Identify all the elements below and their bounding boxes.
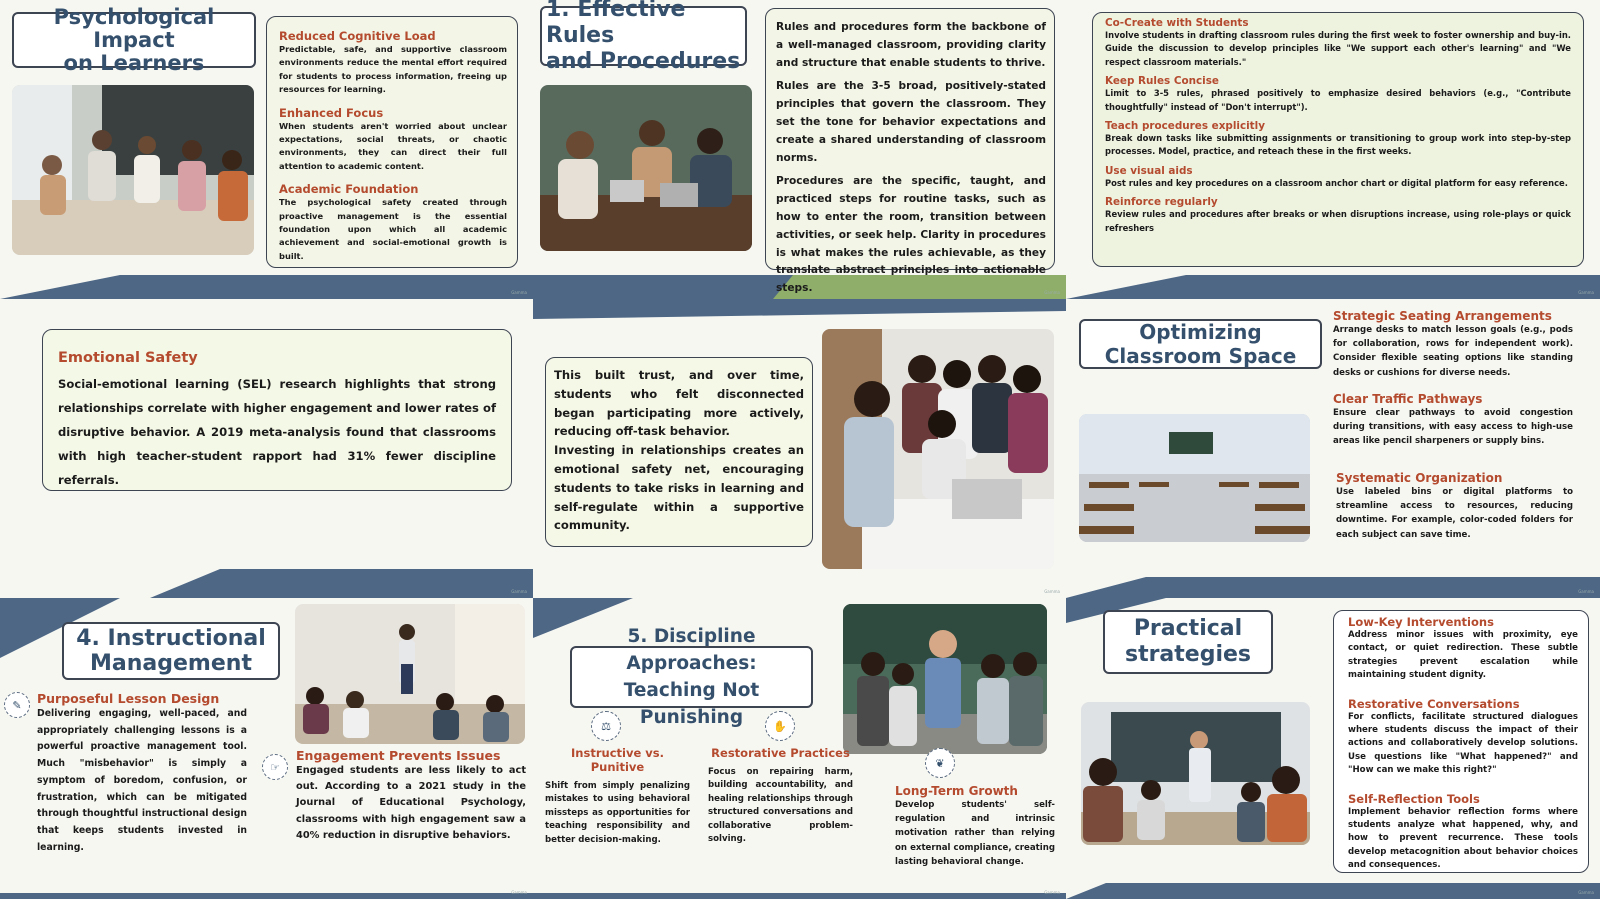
point-heading: Restorative Practices: [711, 746, 850, 760]
strategy-heading: Keep Rules Concise: [1105, 75, 1219, 88]
strategy-heading: Self-Reflection Tools: [1348, 791, 1480, 806]
strategy-low-key: [1348, 615, 1578, 683]
point-text: When students aren't worried about unclear expectations, social threats, or chaotic environments, they can direct their full attention to academic content.: [279, 120, 507, 171]
strategy-heading: Teach procedures explicitly: [1105, 120, 1265, 133]
point-text: Ensure clear pathways to avoid congestion during transitions, with easy access to high-use areas like pencil sharpeners or supply bins.: [1333, 408, 1573, 447]
point-seating: [1333, 309, 1573, 380]
handshake-icon: ✋: [765, 711, 795, 741]
content-card: [266, 16, 518, 268]
point-engagement: [296, 748, 526, 844]
point-traffic: [1333, 392, 1573, 449]
trust-text: This built trust, and over time, students who felt disconnected began participating more actively, reducing off-task behavior.: [554, 368, 804, 439]
point-heading: Academic Foundation: [279, 182, 419, 197]
content-card: [545, 357, 813, 547]
point-text: Predictable, safe, and supportive classroom environments reduce the mental effort required for students to process information, freeing up resources for learning.: [279, 44, 507, 95]
point-lesson-design: [37, 691, 247, 856]
strategy-text: Post rules and key procedures on a classroom anchor chart or digital platform for easy reference.: [1105, 177, 1568, 188]
strategy-text: For conflicts, facilitate structured dialogues where students discuss the impact of their actions and collaboratively develop solutions. Use questions like "What happened?" and "How can we make this right?": [1348, 711, 1578, 776]
procedures-text: Procedures are the specific, taught, and practiced steps for routine tasks, such as how to enter the room, transition between activities, or seek help. Clarity in procedures is what makes the rules achievable, as they translate abstract principles into actionable steps.: [776, 175, 1046, 295]
point-heading: Purposeful Lesson Design: [37, 691, 220, 706]
slide-rules-strategies: [1066, 0, 1600, 299]
point-heading: Enhanced Focus: [279, 105, 384, 120]
slide-classroom-space: [1066, 299, 1600, 598]
slide-practical-strategies: [1066, 598, 1600, 899]
strategy-text: Involve students in drafting classroom rules during the first week to foster ownership and buy-in. Guide the discussion to develop principles like "We support each other's learning" and "We respect classroom materials.": [1105, 30, 1571, 67]
point-reduced-cognitive-load: [279, 29, 507, 97]
point-academic-foundation: [279, 182, 507, 263]
card-text: Social-emotional learning (SEL) research highlights that strong relationships correlate with higher engagement and lower rates of disruptive behavior. A 2019 meta-analysis found that classrooms with high teacher-student rapport had 31% fewer discipline referrals.: [58, 377, 496, 487]
sprout-icon: ❦: [925, 748, 955, 778]
strategy-teach: [1105, 120, 1571, 159]
point-heading: Reduced Cognitive Load: [279, 29, 436, 43]
watermark: Gamma: [511, 890, 527, 895]
teacher-students-photo: [843, 604, 1047, 754]
strategy-concise: [1105, 75, 1571, 114]
content-card: [42, 329, 512, 491]
teacher-lecture-photo: [1081, 702, 1310, 845]
point-text: Arrange desks to match lesson goals (e.g., pods for collaboration, rows for independent work). Consider flexible seating options like standing desks or cushions for diverse needs.: [1333, 325, 1573, 378]
point-heading: Strategic Seating Arrangements: [1333, 309, 1552, 323]
watermark: Gamma: [511, 290, 527, 295]
strategy-self-reflection: [1348, 792, 1578, 873]
strategy-heading: Use visual aids: [1105, 164, 1193, 177]
slide-relationships: [533, 299, 1066, 598]
point-text: The psychological safety created through proactive management is the essential foundation upon which all academic achievement and social-emotional growth is built.: [279, 197, 507, 261]
strategy-heading: Restorative Conversations: [1348, 696, 1520, 711]
slide-title: 4. Instructional Management: [62, 622, 280, 680]
watermark: Gamma: [511, 589, 527, 594]
engagement-icon: ☞: [262, 754, 288, 780]
watermark: Gamma: [1044, 890, 1060, 895]
investment-text: Investing in relationships creates an emotional safety net, encouraging students to take risks in learning and self-regulate within a supportive community.: [554, 443, 804, 533]
point-heading: Clear Traffic Pathways: [1333, 392, 1483, 406]
point-heading: Engagement Prevents Issues: [296, 748, 501, 763]
intro-text: Rules and procedures form the backbone of a well-managed classroom, providing clarity and structure that enable students to thrive.: [776, 21, 1046, 69]
point-text: Develop students' self-regulation and intrinsic motivation rather than relying on external compliance, creating lasting behavioral change.: [895, 800, 1055, 867]
watermark: Gamma: [1578, 589, 1594, 594]
point-long-term: [895, 784, 1055, 869]
slide-title: 1. Effective Rules and Procedures: [540, 6, 747, 66]
point-enhanced-focus: [279, 106, 507, 174]
content-card: [1092, 12, 1584, 267]
watermark: Gamma: [1578, 890, 1594, 895]
strategy-heading: Low-Key Interventions: [1348, 615, 1494, 629]
point-heading: Long-Term Growth: [895, 784, 1018, 798]
teacher-classroom-photo: [295, 604, 525, 744]
point-text: Engaged students are less likely to act out. According to a 2021 study in the Journal of Educational Psychology, classrooms with high engagement saw a 40% reduction in disruptive behaviors.: [296, 765, 526, 841]
slide-discipline-approaches: [533, 598, 1066, 899]
rules-text: Rules are the 3-5 broad, positively-stated principles that govern the classroom. They set the tone for behavior expectations and create a shared understanding of classroom norms.: [776, 80, 1046, 164]
students-group-laptop-photo: [822, 329, 1054, 569]
slide-effective-rules: [533, 0, 1066, 299]
slide-title: Optimizing Classroom Space: [1079, 319, 1322, 369]
watermark: Gamma: [1044, 589, 1060, 594]
point-text: Delivering engaging, well-paced, and appropriately challenging lessons is a powerful proactive management tool. Much "misbehavior" is simply a symptom of boredom, confusion, or frustration, which can be mitigated through thoughtful instructional design that keeps students invested in learning.: [37, 708, 247, 853]
slide-title: 5. Discipline Approaches: Teaching Not Punishing: [570, 646, 813, 708]
slide-instructional-management: [0, 598, 533, 899]
slide-title: Practical strategies: [1103, 610, 1273, 674]
students-laptop-photo: [540, 85, 752, 251]
strategy-co-create: [1105, 17, 1571, 69]
point-restorative: [708, 746, 853, 846]
strategy-heading: Co-Create with Students: [1105, 17, 1249, 29]
point-organization: [1336, 471, 1573, 542]
strategy-text: Review rules and procedures after breaks or when disruptions increase, using role-plays or quick refreshers: [1105, 209, 1571, 233]
slide-psychological-impact: [0, 0, 533, 299]
strategy-visual: [1105, 165, 1571, 190]
watermark: Gamma: [1044, 290, 1060, 295]
strategy-text: Limit to 3-5 rules, phrased positively to emphasize desired behaviors (e.g., "Contribute thoughtfully" instead of "Don't interrupt").: [1105, 88, 1571, 112]
watermark: Gamma: [1578, 290, 1594, 295]
point-text: Focus on repairing harm, building accountability, and healing relationships through structured conversations and collaborative problem-solving.: [708, 767, 853, 845]
strategy-reinforce: [1105, 196, 1571, 235]
strategy-text: Implement behavior reflection forms where students analyze what happened, why, and how to prevent recurrence. These tools develop metacognition about behavior choices and consequences.: [1348, 806, 1578, 871]
empty-classroom-photo: [1079, 414, 1310, 542]
slide-emotional-safety: [0, 299, 533, 598]
strategy-text: Break down tasks like submitting assignments or transitioning to group work into step-by-step processes. Model, practice, and reteach these in the first weeks.: [1105, 133, 1571, 157]
balance-scale-icon: ⚖: [591, 711, 621, 741]
point-heading: Systematic Organization: [1336, 471, 1503, 485]
lesson-design-icon: ✎: [4, 692, 30, 718]
strategy-heading: Reinforce regularly: [1105, 196, 1218, 209]
point-text: Shift from simply penalizing mistakes to using behavioral missteps as opportunities for teaching responsibility and better decision-making.: [545, 781, 690, 845]
point-instructive: [545, 746, 690, 847]
point-heading: Instructive vs. Punitive: [571, 746, 664, 774]
strategy-text: Address minor issues with proximity, eye contact, or quiet redirection. These subtle strategies prevent escalation while maintaining student dignity.: [1348, 630, 1578, 681]
slide-title: Psychological Impact on Learners: [12, 12, 256, 68]
strategy-restorative-conversations: [1348, 697, 1578, 778]
teamwork-photo: [12, 85, 254, 255]
card-heading: Emotional Safety: [58, 350, 198, 366]
content-card: [1333, 610, 1589, 873]
point-text: Use labeled bins or digital platforms to streamline access to resources, reducing downtime. For example, color-coded folders for each subject can save time.: [1336, 487, 1573, 540]
